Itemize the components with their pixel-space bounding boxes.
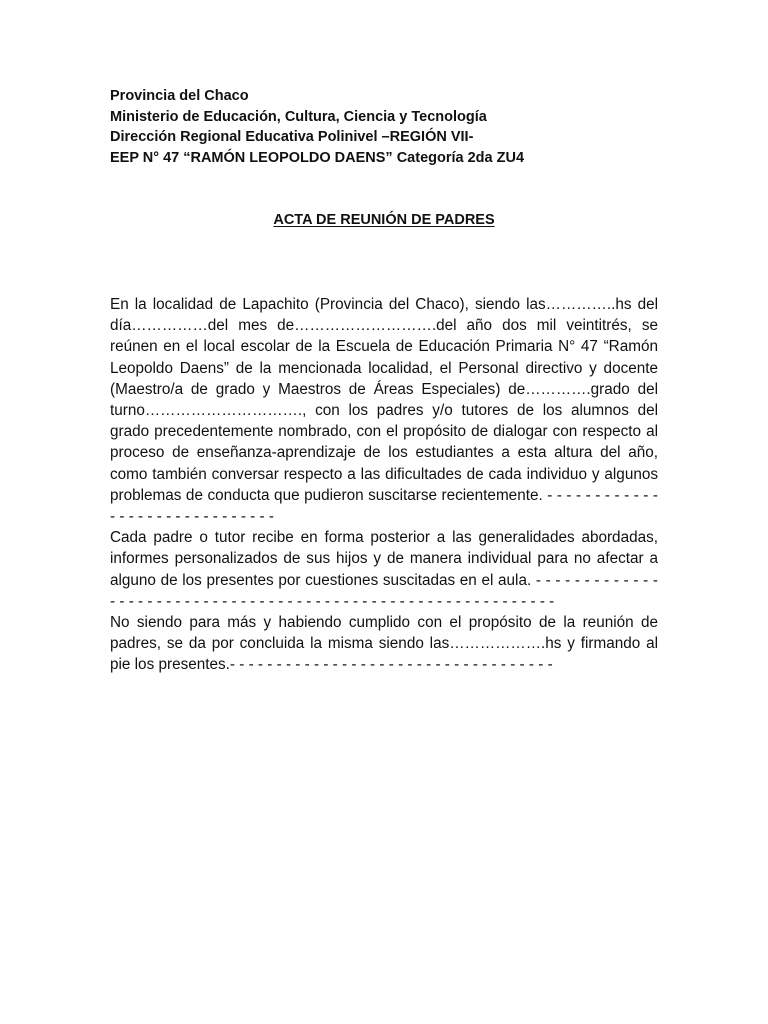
document-body: [110, 294, 658, 676]
header-regional-direction: Dirección Regional Educativa Polinivel –REGIÓN VII-: [110, 129, 474, 145]
header-school: EEP N° 47 “RAMÓN LEOPOLDO DAENS” Categoría 2da ZU4: [110, 149, 525, 166]
paragraph-individual-reports: Cada padre o tutor recibe en forma posterior a las generalidades abordadas, informes personalizados de sus hijos y de manera individual para no afectar a alguno de los presentes por cuestiones suscitadas en el aula. - - - - - - - - - - - - - - - - - - - - - - - - - - - - - - - - - - - - - - - - - - - - - - - - - - - - - - - - - - - - -: [110, 529, 658, 610]
header-province: Provincia del Chaco: [110, 88, 249, 104]
header-ministry: Ministerio de Educación, Cultura, Ciencia y Tecnología: [110, 108, 487, 125]
document-header: [110, 86, 670, 168]
paragraph-closing: No siendo para más y habiendo cumplido con el propósito de la reunión de padres, se da por concluida la misma siendo las……………….hs y firmando al pie los presentes.- - - - - - - - - - - - - - - - - - - - - - - - - - - - - - - - - - -: [110, 614, 658, 674]
paragraph-meeting-details: En la localidad de Lapachito (Provincia del Chaco), siendo las…………..hs del día……………del mes de……………………….del año dos mil veintitrés, se reúnen en el local escolar de la Escuela de Educación Primaria N° 47 “Ramón Leopoldo Daens” de la mencionada localidad, el Personal directivo y docente (Maestro/a de grado y Maestros de Áreas Especiales) de………….grado del turno…………………………., con los padres y/o tutores de los alumnos del grado precedentemente nombrado, con el propósito de dialogar con respecto al proceso de enseñanza-aprendizaje de los estudiantes a esta altura del año, como también conversar respecto a las dificultades de cada individuo y algunos problemas de conducta que pudieron suscitarse recientemente. - - - - - - - - - - - - - - - - - - - - - - - - - - - - - -: [110, 296, 658, 526]
document-title: ACTA DE REUNIÓN DE PADRES: [273, 212, 495, 228]
